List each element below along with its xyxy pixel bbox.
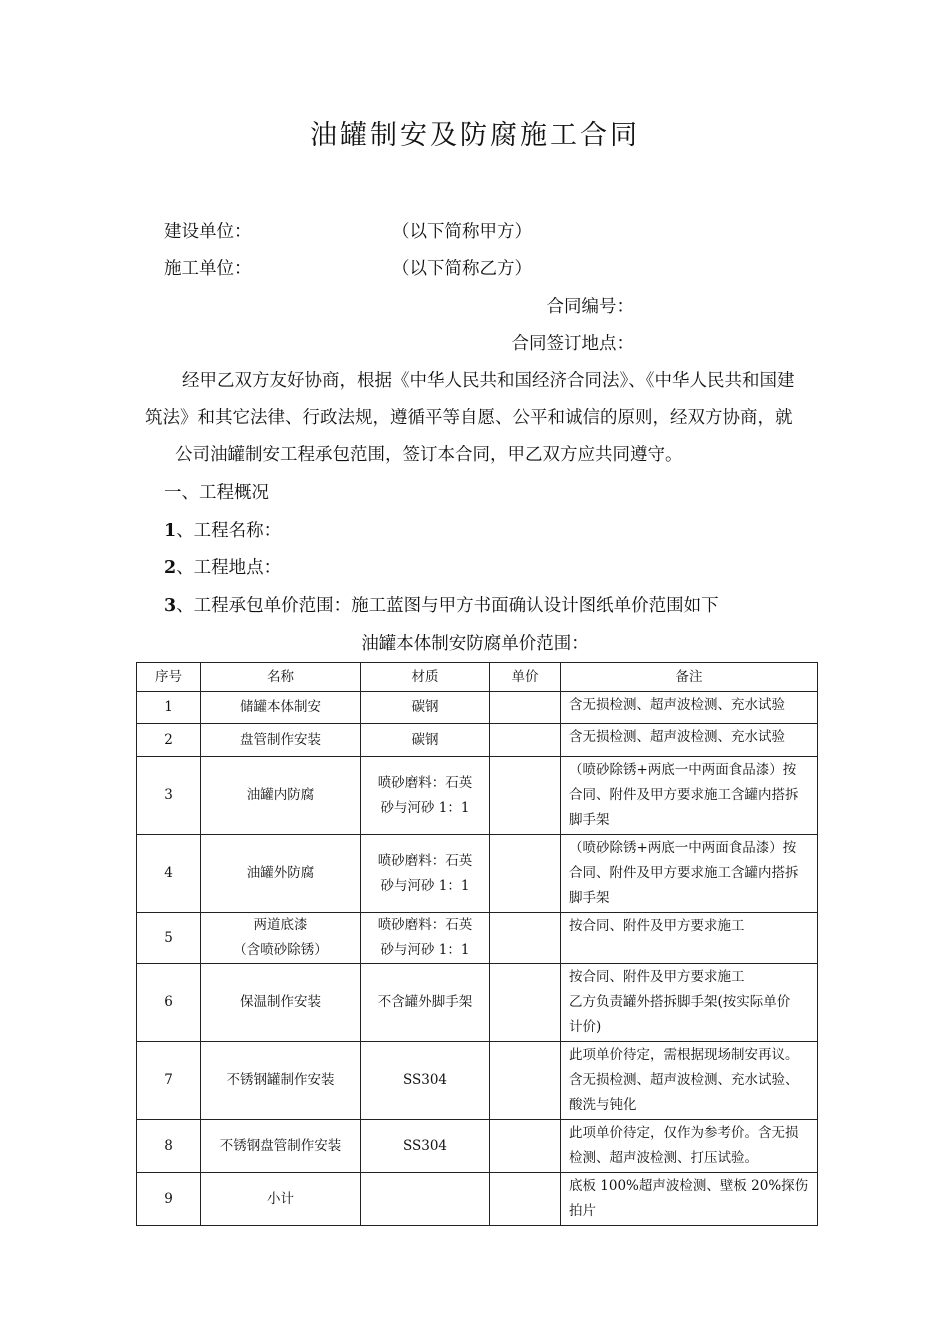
table-header-row [137,663,818,692]
table-row [137,913,818,964]
cell-price [490,913,561,964]
cell-no: 3 [137,757,201,835]
cell-line: （喷砂除锈+两底一中两面食品漆）按 [569,840,797,856]
owner-note: （以下简称甲方） [392,222,532,242]
cell-name [201,1120,361,1173]
cell-name [201,913,361,964]
cell-line: 按合同、附件及甲方要求施工 [569,969,745,985]
cell-line: 不锈钢罐制作安装 [226,1072,335,1088]
cell-line: 油罐外防腐 [246,865,315,881]
cell-line: 砂与河砂 1：1 [380,942,470,958]
cell-material [361,757,490,835]
table-row [137,724,818,757]
cell-line: （喷砂除锈+两底一中两面食品漆）按 [569,762,797,778]
header-material: 材质 [361,663,490,692]
cell-line: （含喷砂除锈） [233,942,328,958]
cell-line: 喷砂磨料：石英 [377,917,473,933]
item-number: 3 [164,596,177,616]
cell-no: 7 [137,1042,201,1120]
item-text: 、工程地点： [176,558,282,578]
cell-note [561,757,818,835]
cell-line: 按合同、附件及甲方要求施工 [569,918,745,934]
cell-line: 合同、附件及甲方要求施工含罐内搭拆 [569,787,799,803]
cell-line: 油罐内防腐 [246,787,315,803]
cell-note [561,913,818,964]
cell-line: 碳钢 [411,699,439,715]
cell-price [490,835,561,913]
header-price: 单价 [490,663,561,692]
cell-note [561,964,818,1042]
item-text: 、工程名称： [176,521,282,541]
contract-number-label: 合同编号： [546,297,634,317]
cell-price [490,964,561,1042]
page-title: 油罐制安及防腐施工合同 [310,120,640,151]
cell-name [201,964,361,1042]
cell-line: 保温制作安装 [240,994,321,1010]
cell-price [490,692,561,724]
cell-no: 1 [137,692,201,724]
cell-line: 盘管制作安装 [240,731,321,748]
cell-material [361,835,490,913]
cell-price [490,1173,561,1226]
cell-material [361,724,490,757]
header-no: 序号 [137,663,201,692]
cell-no: 5 [137,913,201,964]
cell-no: 4 [137,835,201,913]
cell-line: 合同、附件及甲方要求施工含罐内搭拆 [569,865,799,881]
cell-line: 喷砂磨料：石英 [377,774,473,791]
cell-line: 底板 100%超声波检测、壁板 20%探伤 [569,1178,809,1194]
contractor-note: （以下简称乙方） [392,259,532,279]
table-row [137,692,818,724]
cell-line: 含无损检测、超声波检测、充水试验、 [569,1072,799,1088]
cell-line: 计价) [569,1019,602,1035]
cell-line: 储罐本体制安 [240,699,321,715]
cell-line: 含无损检测、超声波检测、充水试验 [569,729,785,745]
cell-name [201,757,361,835]
table-row [137,757,818,835]
cell-name [201,724,361,757]
cell-no: 2 [137,724,201,757]
cell-line: 碳钢 [411,731,439,748]
cell-name [201,692,361,724]
cell-no: 8 [137,1120,201,1173]
intro-text-part2: 公司油罐制安工程承包范围，签订本合同，甲乙双方应共同遵守。 [175,445,683,465]
cell-line: 脚手架 [569,812,610,828]
cell-name [201,1042,361,1120]
header-name: 名称 [201,663,361,692]
cell-line: 酸洗与钝化 [569,1097,637,1113]
item-number: 1 [164,521,177,541]
cell-line: 乙方负责罐外搭拆脚手架(按实际单价 [569,994,791,1010]
item-number: 2 [164,558,177,578]
section-heading-overview: 一、工程概况 [164,483,269,503]
table-row [137,1120,818,1173]
cell-line: 不锈钢盘管制作安装 [219,1137,342,1154]
price-table [136,662,818,1226]
cell-line: 砂与河砂 1：1 [380,799,470,816]
cell-material [361,964,490,1042]
item-text: 、工程承包单价范围：施工蓝图与甲方书面确认设计图纸单价范围如下 [176,596,719,616]
cell-price [490,1042,561,1120]
item-project-name [164,519,281,543]
cell-note [561,1173,818,1226]
header-note: 备注 [561,663,818,692]
cell-note [561,692,818,724]
cell-line: 不含罐外脚手架 [377,994,473,1010]
cell-line: 小计 [267,1190,294,1207]
cell-material [361,1042,490,1120]
cell-line: 砂与河砂 1：1 [380,877,470,894]
cell-price [490,724,561,757]
contractor-label: 施工单位： [164,259,252,279]
cell-material [361,692,490,724]
cell-line: 两道底漆 [253,917,308,933]
item-price-scope [164,594,719,618]
cell-note [561,724,818,757]
cell-note [561,1042,818,1120]
table-row [137,964,818,1042]
table-caption: 油罐本体制安防腐单价范围： [361,634,589,654]
cell-name [201,835,361,913]
cell-line: SS304 [402,1137,448,1154]
cell-price [490,1120,561,1173]
cell-price [490,757,561,835]
cell-material [361,1120,490,1173]
intro-paragraph [145,363,811,474]
cell-material [361,1173,490,1226]
cell-name [201,1173,361,1226]
cell-line: 此项单价待定，仅作为参考价。含无损 [569,1125,799,1141]
table-row [137,1173,818,1226]
cell-no: 9 [137,1173,201,1226]
cell-line: 脚手架 [569,890,610,906]
table-row [137,835,818,913]
item-project-location [164,556,281,580]
cell-line: SS304 [402,1072,448,1088]
signing-place-label: 合同签订地点： [511,334,634,354]
cell-line: 喷砂磨料：石英 [377,852,473,869]
cell-line: 检测、超声波检测、打压试验。 [569,1150,758,1166]
cell-material [361,913,490,964]
cell-line: 此项单价待定，需根据现场制安再议。 [569,1047,799,1063]
cell-no: 6 [137,964,201,1042]
cell-note [561,1120,818,1173]
cell-note [561,835,818,913]
table-row [137,1042,818,1120]
owner-label: 建设单位： [164,222,252,242]
intro-text-part1: 经甲乙双方友好协商，根据《中华人民共和国经济合同法》、《中华人民共和国建筑法》和其它法律、行政法规，遵循平等自愿、公平和诚信的原则，经双方协商，就 [145,371,795,428]
cell-line: 含无损检测、超声波检测、充水试验 [569,697,785,713]
cell-line: 拍片 [569,1203,596,1219]
